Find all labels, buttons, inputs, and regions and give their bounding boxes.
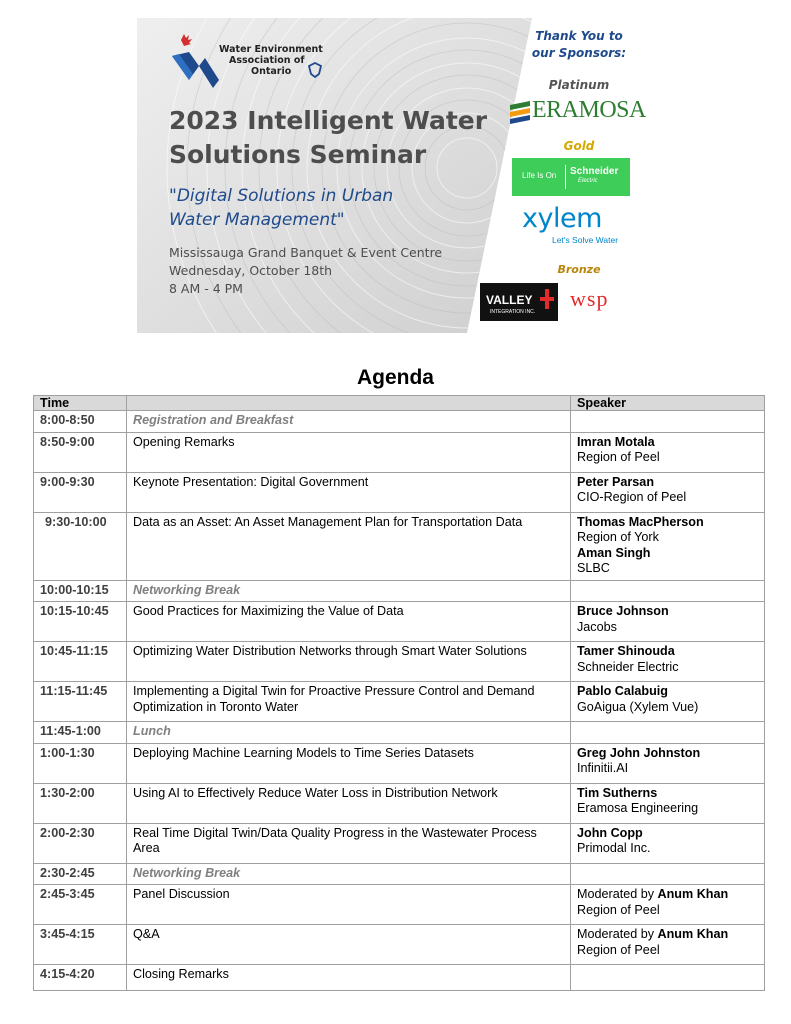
time-line: 8 AM - 4 PM <box>169 281 243 296</box>
agenda-session-title: Opening Remarks <box>127 432 571 472</box>
speaker-name-line <box>577 604 758 620</box>
schneider-electric-logo <box>512 158 630 196</box>
schneider-wordmark: Schneider <box>570 166 619 177</box>
agenda-time: 10:45-11:15 <box>34 642 127 682</box>
speaker-name: Pablo Calabuig <box>577 684 668 698</box>
agenda-time: 10:15-10:45 <box>34 602 127 642</box>
agenda-title: Agenda <box>356 366 434 389</box>
org-line: Association of <box>229 55 305 66</box>
speaker-name-line <box>577 684 758 700</box>
agenda-body <box>34 411 765 991</box>
title-line: Solutions Seminar <box>169 140 427 169</box>
speaker-name: Greg John Johnston <box>577 745 701 760</box>
speaker-organization: SLBC <box>577 561 610 575</box>
xylem-logo <box>514 203 644 248</box>
speaker-name: Tim Sutherns <box>577 785 658 800</box>
agenda-session-title: Real Time Digital Twin/Data Quality Progress in the Wastewater Process Area <box>127 823 571 863</box>
agenda-time: 9:30-10:00 <box>34 512 127 580</box>
agenda-time: 11:15-11:45 <box>34 682 127 722</box>
agenda-speakers <box>571 432 765 472</box>
speaker-prefix: Moderated by <box>577 887 658 901</box>
title-line: 2023 Intelligent Water <box>169 106 488 135</box>
agenda-time: 9:00-9:30 <box>34 472 127 512</box>
agenda-speakers <box>571 512 765 580</box>
eramosa-wordmark: ERAMOSA <box>532 97 646 123</box>
agenda-time: 3:45-4:15 <box>34 925 127 965</box>
speaker-name: Tamer Shinouda <box>577 644 675 658</box>
speaker-organization: CIO-Region of Peel <box>577 490 687 504</box>
agenda-break-label: Networking Break <box>127 580 571 602</box>
org-line: Water Environment <box>219 44 323 55</box>
speaker-organization: Region of Peel <box>577 450 660 464</box>
agenda-time: 2:30-2:45 <box>34 863 127 885</box>
speaker-organization: Primodal Inc. <box>577 841 651 855</box>
agenda-speakers <box>571 642 765 682</box>
agenda-time: 11:45-1:00 <box>34 722 127 744</box>
agenda-break-row <box>34 722 765 744</box>
agenda-row <box>34 642 765 682</box>
agenda-time: 10:00-10:15 <box>34 580 127 602</box>
valley-integration-logo <box>480 283 558 321</box>
speaker-name: Imran Motala <box>577 434 655 449</box>
speaker-name-line <box>577 746 758 762</box>
agenda-session-title: Implementing a Digital Twin for Proactive Pressure Control and Demand Optimization in Toronto Water <box>127 682 571 722</box>
speaker-name-line <box>577 887 758 903</box>
agenda-time: 4:15-4:20 <box>34 965 127 991</box>
speaker-organization: Infinitii.AI <box>577 761 629 775</box>
agenda-session-title: Data as an Asset: An Asset Management Plan for Transportation Data <box>127 512 571 580</box>
tier-platinum-label: Platinum <box>548 78 610 92</box>
agenda-row <box>34 783 765 823</box>
xylem-tagline: Let's Solve Water <box>552 235 619 245</box>
schneider-tagline: Life Is On <box>522 171 557 180</box>
speaker-name: Anum Khan <box>657 927 729 941</box>
agenda-time: 2:00-2:30 <box>34 823 127 863</box>
agenda-speakers <box>571 580 765 602</box>
header-time: Time <box>34 396 127 411</box>
speaker-organization: GoAigua (Xylem Vue) <box>577 699 699 714</box>
agenda-speakers <box>571 682 765 722</box>
agenda-speakers <box>571 783 765 823</box>
venue-line: Mississauga Grand Banquet & Event Centre <box>169 245 443 260</box>
speaker-name: Peter Parsan <box>577 474 655 489</box>
event-venue-details <box>169 244 469 298</box>
speaker-name-line <box>577 475 758 491</box>
agenda-break-label: Lunch <box>127 722 571 744</box>
schneider-divider <box>565 165 566 189</box>
sponsors-panel <box>486 18 646 333</box>
agenda-row <box>34 965 765 991</box>
agenda-time: 1:30-2:00 <box>34 783 127 823</box>
agenda-break-row <box>34 863 765 885</box>
tier-bronze-label: Bronze <box>557 263 601 276</box>
agenda-break-row <box>34 411 765 433</box>
valley-subword: INTEGRATION INC. <box>490 309 536 315</box>
agenda-row <box>34 602 765 642</box>
agenda-row <box>34 925 765 965</box>
speaker-prefix: Moderated by <box>577 927 658 941</box>
org-line: Ontario <box>251 66 292 77</box>
event-subtitle <box>169 184 469 232</box>
agenda-session-title: Using AI to Effectively Reduce Water Loss in Distribution Network <box>127 783 571 823</box>
agenda-time: 2:45-3:45 <box>34 885 127 925</box>
speaker-organization: Region of Peel <box>577 942 660 957</box>
speaker-name: Aman Singh <box>577 545 651 560</box>
subtitle-line: Water Management" <box>169 210 345 230</box>
agenda-row <box>34 885 765 925</box>
speaker-name-line <box>577 435 758 451</box>
organization-name <box>219 44 339 77</box>
xylem-wordmark: xylem <box>522 203 602 234</box>
eramosa-mark-icon <box>510 101 532 125</box>
thanks-line: Thank You to <box>535 29 623 43</box>
agenda-session-title: Q&A <box>127 925 571 965</box>
event-title <box>169 104 499 172</box>
header-speaker: Speaker <box>571 396 765 411</box>
speaker-organization: Jacobs <box>577 619 617 634</box>
agenda-session-title: Keynote Presentation: Digital Government <box>127 472 571 512</box>
date-line: Wednesday, October 18th <box>169 263 333 278</box>
valley-wordmark: VALLEY <box>486 293 533 307</box>
wsp-logo: wsp <box>570 286 609 311</box>
speaker-name: Anum Khan <box>657 887 729 901</box>
speaker-name: Bruce Johnson <box>577 604 669 618</box>
agenda-time: 1:00-1:30 <box>34 743 127 783</box>
speaker-name: John Copp <box>577 825 643 840</box>
agenda-header-row <box>34 396 765 411</box>
agenda-speakers <box>571 965 765 991</box>
agenda-time: 8:50-9:00 <box>34 432 127 472</box>
agenda-break-label: Networking Break <box>127 863 571 885</box>
speaker-name-line <box>577 786 758 802</box>
agenda-session-title: Deploying Machine Learning Models to Time Series Datasets <box>127 743 571 783</box>
sponsors-thanks <box>514 28 644 62</box>
agenda-speakers <box>571 602 765 642</box>
agenda-row <box>34 682 765 722</box>
agenda-speakers <box>571 722 765 744</box>
speaker-organization: Region of York <box>577 530 659 544</box>
agenda-session-title: Optimizing Water Distribution Networks through Smart Water Solutions <box>127 642 571 682</box>
agenda-row <box>34 823 765 863</box>
agenda-session-title: Closing Remarks <box>127 965 571 991</box>
agenda-speakers <box>571 885 765 925</box>
speaker-name-line <box>577 927 758 943</box>
agenda-speakers <box>571 863 765 885</box>
agenda-row <box>34 512 765 580</box>
agenda-speakers <box>571 823 765 863</box>
event-banner <box>137 18 646 333</box>
speaker-name-line <box>577 515 758 531</box>
tier-gold-label: Gold <box>563 139 595 153</box>
agenda-speakers <box>571 411 765 433</box>
agenda-row <box>34 432 765 472</box>
agenda-table <box>33 395 765 991</box>
agenda-speakers <box>571 743 765 783</box>
speaker-organization: Eramosa Engineering <box>577 801 699 815</box>
speaker-name-line <box>577 826 758 842</box>
speaker-name: Thomas MacPherson <box>577 514 704 529</box>
speaker-organization: Schneider Electric <box>577 659 679 674</box>
speaker-name-line <box>577 546 758 562</box>
agenda-speakers <box>571 472 765 512</box>
agenda-session-title: Good Practices for Maximizing the Value of Data <box>127 602 571 642</box>
header-session <box>127 396 571 411</box>
agenda-time: 8:00-8:50 <box>34 411 127 433</box>
agenda-session-title: Panel Discussion <box>127 885 571 925</box>
agenda-break-row <box>34 580 765 602</box>
subtitle-line: "Digital Solutions in Urban <box>169 186 394 206</box>
valley-mark-icon <box>540 289 554 309</box>
eramosa-logo <box>510 97 650 127</box>
agenda-break-label: Registration and Breakfast <box>127 411 571 433</box>
speaker-organization: Region of Peel <box>577 902 660 917</box>
thanks-line: our Sponsors: <box>531 46 627 60</box>
agenda-row <box>34 472 765 512</box>
speaker-name-line <box>577 644 758 660</box>
agenda-row <box>34 743 765 783</box>
agenda-speakers <box>571 925 765 965</box>
schneider-subword: Electric <box>578 178 598 184</box>
